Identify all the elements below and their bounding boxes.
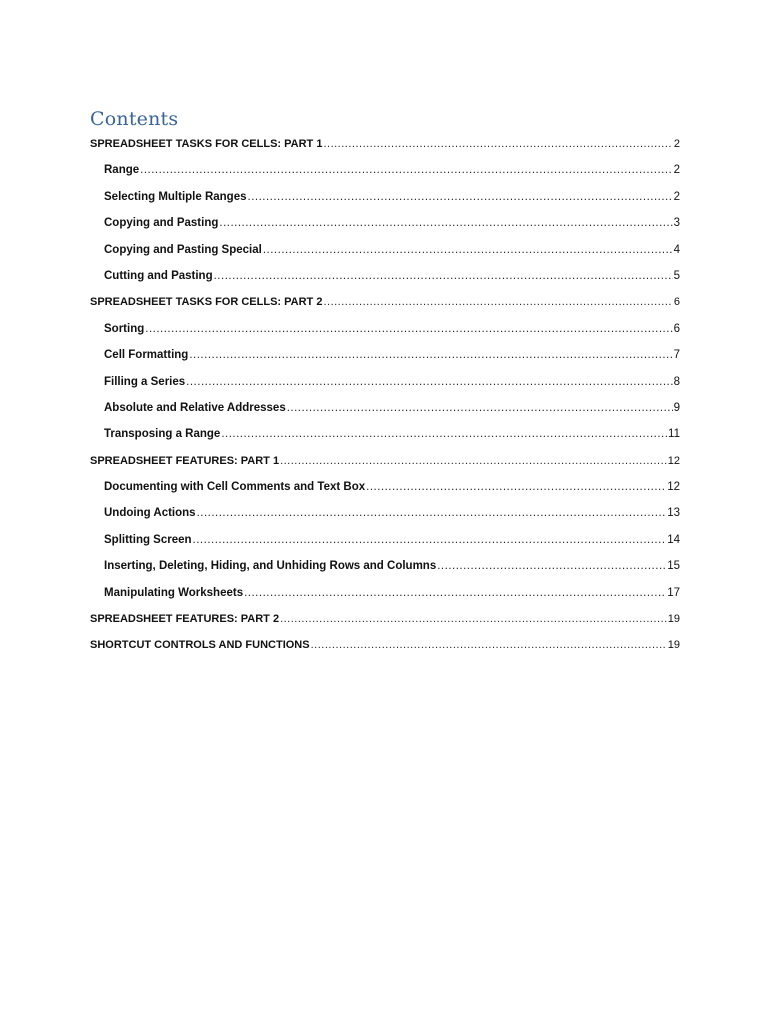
toc-entry-title: Sorting xyxy=(104,322,145,335)
dot-leader xyxy=(193,527,667,553)
toc-entry-page: 9 xyxy=(673,401,680,414)
toc-entry-title: Selecting Multiple Ranges xyxy=(104,190,247,203)
toc-entry-page: 11 xyxy=(668,428,680,441)
toc-entry-page: 19 xyxy=(667,613,680,626)
dot-leader xyxy=(214,263,673,289)
toc-entry-title: SHORTCUT CONTROLS AND FUNCTIONS xyxy=(90,639,310,652)
toc-entry[interactable] xyxy=(90,157,680,183)
dot-leader xyxy=(145,316,672,342)
toc-entry[interactable] xyxy=(90,553,680,579)
toc-entry-page: 8 xyxy=(673,375,680,388)
dot-leader xyxy=(280,448,667,474)
dot-leader xyxy=(219,210,672,236)
toc-entry-title: Copying and Pasting Special xyxy=(104,243,262,256)
toc-entry[interactable] xyxy=(90,369,680,395)
toc-entry-page: 15 xyxy=(667,560,680,573)
dot-leader xyxy=(366,474,666,500)
toc-entry-title: SPREADSHEET TASKS FOR CELLS: PART 1 xyxy=(90,138,323,150)
toc-entry-page: 17 xyxy=(667,586,680,599)
toc-entry[interactable] xyxy=(90,421,680,447)
toc-entry[interactable] xyxy=(90,316,680,342)
toc-entry-page: 12 xyxy=(667,481,680,494)
toc-entry[interactable] xyxy=(90,527,680,553)
toc-entry-title: Absolute and Relative Addresses xyxy=(104,401,286,414)
toc-entry[interactable] xyxy=(90,289,680,315)
toc-entry-page: 5 xyxy=(673,269,680,282)
dot-leader xyxy=(287,395,673,421)
toc-entry[interactable] xyxy=(90,500,680,526)
toc-entry-title: Inserting, Deleting, Hiding, and Unhiding Rows and Columns xyxy=(104,560,437,573)
toc-entry-title: Manipulating Worksheets xyxy=(104,586,244,599)
dot-leader xyxy=(197,500,667,526)
toc-entry[interactable] xyxy=(90,395,680,421)
dot-leader xyxy=(140,157,672,183)
toc-entry-page: 4 xyxy=(673,243,680,256)
toc-entry-page: 19 xyxy=(667,639,680,652)
toc-entry-title: SPREADSHEET TASKS FOR CELLS: PART 2 xyxy=(90,296,323,309)
toc-entry[interactable] xyxy=(90,263,680,289)
toc-entry-title: Undoing Actions xyxy=(104,507,196,520)
toc-entry-page: 3 xyxy=(673,217,680,230)
toc-entry-page: 2 xyxy=(673,164,680,177)
dot-leader xyxy=(280,606,667,632)
toc-entry-title: Range xyxy=(104,164,140,177)
toc-entry-page: 14 xyxy=(667,533,680,546)
dot-leader xyxy=(323,131,672,157)
toc-entry[interactable] xyxy=(90,448,680,474)
toc-entry[interactable] xyxy=(90,580,680,606)
dot-leader xyxy=(263,237,673,263)
toc-entry[interactable] xyxy=(90,237,680,263)
dot-leader xyxy=(244,580,666,606)
toc-entry-page: 7 xyxy=(673,349,680,362)
toc-entry-page: 6 xyxy=(673,322,680,335)
dot-leader xyxy=(221,421,667,447)
toc-entry-title: Cutting and Pasting xyxy=(104,269,213,282)
toc-entry-page: 2 xyxy=(673,138,680,150)
dot-leader xyxy=(311,632,667,658)
toc-entry-page: 12 xyxy=(667,454,680,467)
toc-entry[interactable] xyxy=(90,184,680,210)
toc-entry-page: 6 xyxy=(673,296,680,309)
toc-entry[interactable] xyxy=(90,342,680,368)
toc-entry-title: Cell Formatting xyxy=(104,349,189,362)
dot-leader xyxy=(437,553,666,579)
toc-entry-title: Documenting with Cell Comments and Text Box xyxy=(104,481,366,494)
table-of-contents xyxy=(90,131,680,659)
toc-entry-title: Copying and Pasting xyxy=(104,217,219,230)
toc-entry-title: Splitting Screen xyxy=(104,533,192,546)
toc-entry-page: 2 xyxy=(673,190,680,203)
toc-entry-title: SPREADSHEET FEATURES: PART 2 xyxy=(90,613,280,626)
toc-entry[interactable] xyxy=(90,474,680,500)
toc-heading: Contents xyxy=(90,108,179,130)
toc-entry-page: 13 xyxy=(667,507,680,520)
toc-entry[interactable] xyxy=(90,606,680,632)
dot-leader xyxy=(248,184,673,210)
toc-entry-title: Transposing a Range xyxy=(104,428,221,441)
dot-leader xyxy=(186,369,672,395)
toc-entry[interactable] xyxy=(90,632,680,658)
toc-entry[interactable] xyxy=(90,210,680,236)
toc-entry[interactable] xyxy=(90,131,680,157)
dot-leader xyxy=(323,289,672,315)
toc-entry-title: Filling a Series xyxy=(104,375,186,388)
dot-leader xyxy=(189,342,672,368)
toc-entry-title: SPREADSHEET FEATURES: PART 1 xyxy=(90,454,280,467)
